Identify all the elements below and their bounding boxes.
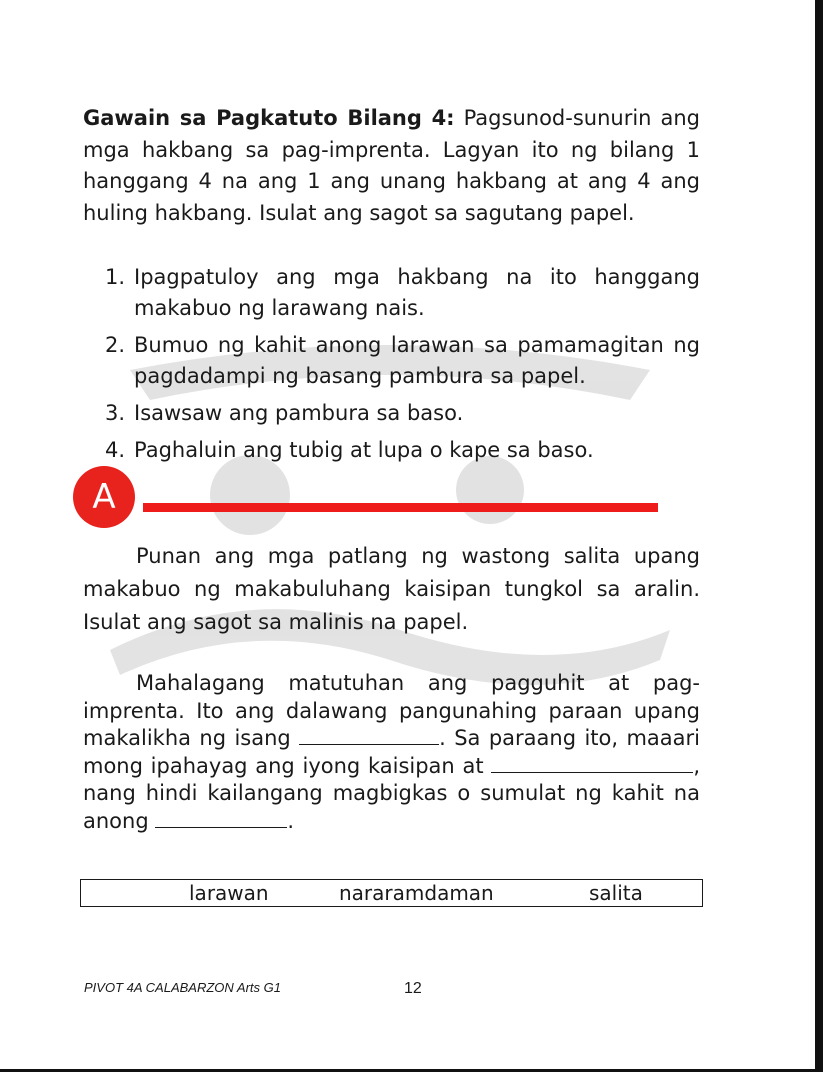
list-item — [105, 435, 700, 466]
word-bank-item: salita — [589, 881, 643, 905]
list-item — [105, 330, 700, 392]
step-text: Isawsaw ang pambura sa baso. — [134, 401, 464, 425]
steps-list — [105, 262, 700, 472]
word-bank-item: nararamdaman — [339, 881, 494, 905]
page-number: 12 — [404, 980, 422, 997]
word-bank-item: larawan — [189, 881, 269, 905]
fill-in-paragraph — [83, 670, 700, 835]
section-divider — [143, 503, 658, 512]
step-text: Paghaluin ang tubig at lupa o kape sa baso. — [134, 438, 594, 462]
paragraph-text: . — [287, 808, 295, 833]
word-bank — [80, 879, 703, 907]
step-text: Ipagpatuloy ang mga hakbang na ito hanggang makabuo ng larawang nais. — [134, 265, 700, 320]
answer-blank[interactable] — [491, 754, 693, 773]
step-text: Bumuo ng kahit anong larawan sa pamamagitan ng pagdadampi ng basang pambura sa papel. — [134, 333, 700, 388]
answer-blank[interactable] — [299, 726, 439, 745]
section-badge: A — [73, 466, 135, 528]
step-number: 1. — [105, 265, 126, 289]
step-number: 3. — [105, 401, 126, 425]
paragraph-text: , nang hindi kailangang magbigkas o sumulat ng kahit na anong — [83, 753, 700, 833]
paragraph-text: . Sa paraang ito, maaari mong ipahayag ang iyong kaisipan at — [83, 726, 700, 778]
activity-heading: Gawain sa Pagkatuto Bilang 4: — [83, 106, 455, 130]
instruction-text: Punan ang mga patlang ng wastong salita upang makabuo ng makabuluhang kaisipan tungkol sa aralin. Isulat ang sagot sa malinis na papel. — [83, 544, 700, 634]
footer-source: PIVOT 4A CALABARZON Arts G1 — [84, 980, 281, 995]
answer-blank[interactable] — [155, 809, 287, 828]
list-item — [105, 262, 700, 324]
step-number: 4. — [105, 438, 126, 462]
activity-intro — [83, 103, 700, 229]
list-item — [105, 398, 700, 429]
step-number: 2. — [105, 333, 126, 357]
paragraph-text: Mahalagang matutuhan ang pagguhit at pag-imprenta. Ito ang dalawang pangunahing paraan upang makalikha ng isang — [83, 671, 700, 750]
activity-text: Pagsunod-sunurin ang mga hakbang sa pag-imprenta. Lagyan ito ng bilang 1 hanggang 4 na ang 1 ang unang hakbang at ang 4 ang huling hakbang. Isulat ang sagot sa sagutang papel. — [83, 106, 700, 225]
